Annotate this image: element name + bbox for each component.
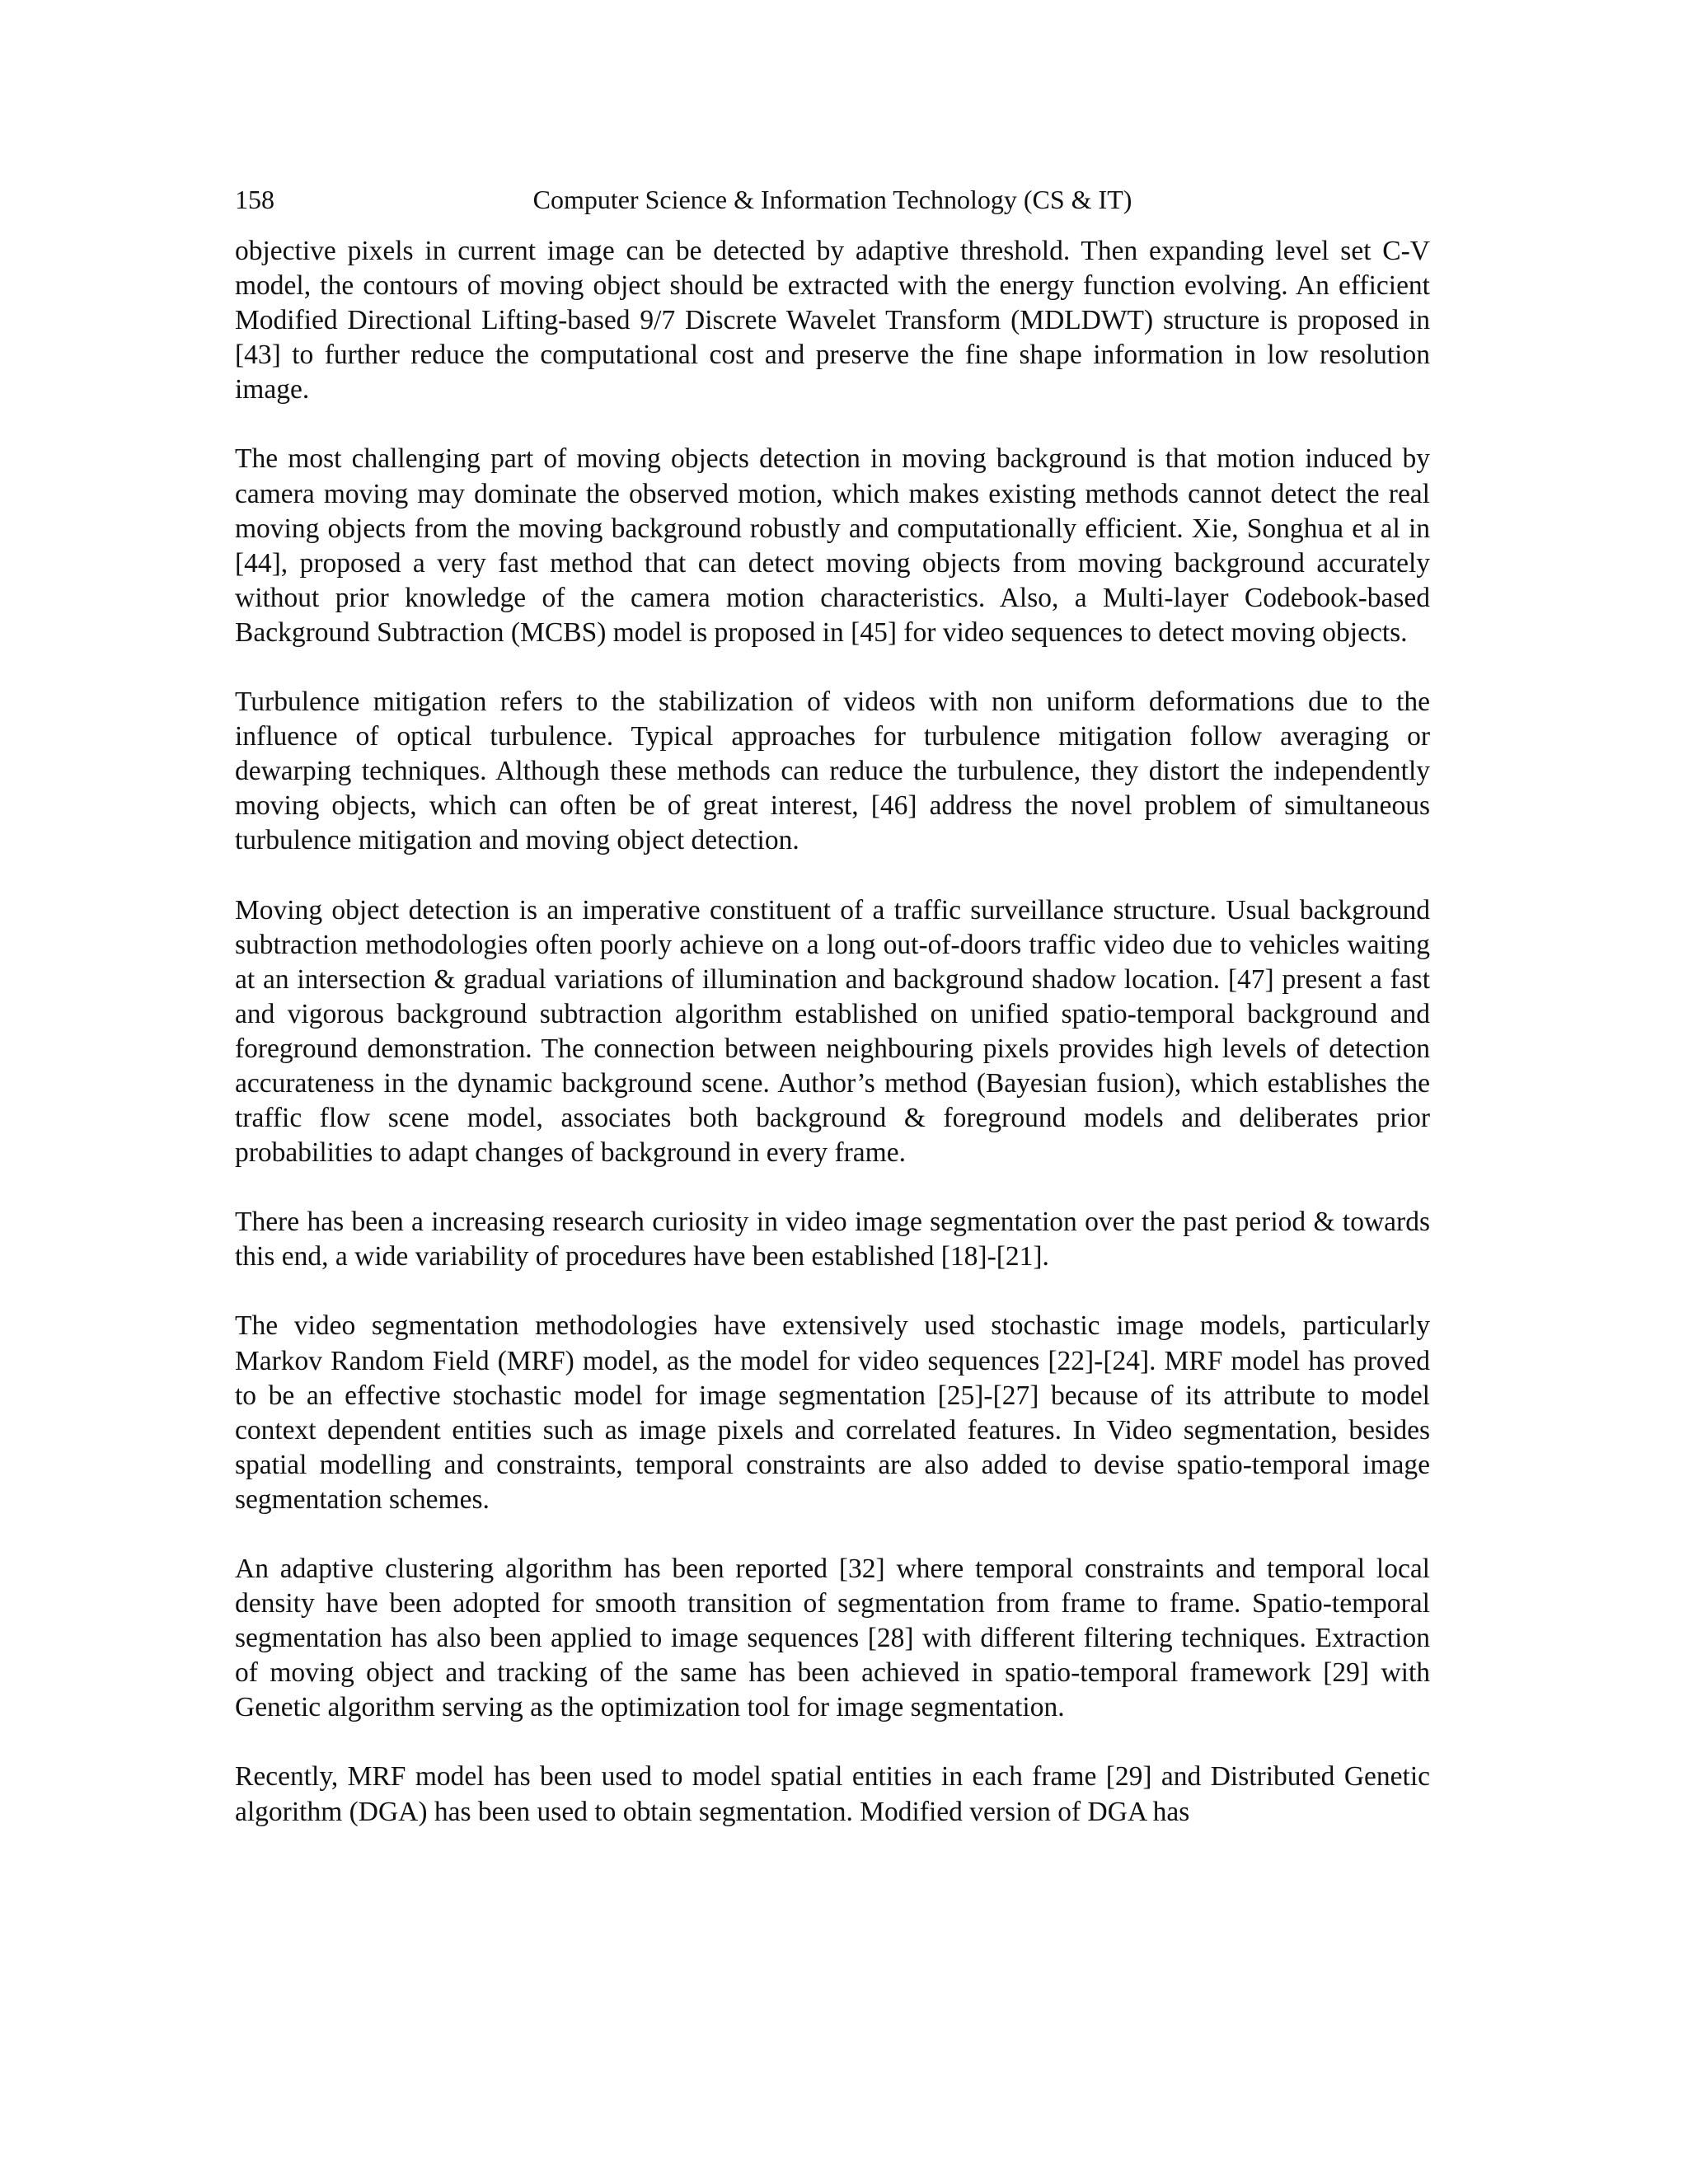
paragraph-5: There has been a increasing research curiosity in video image segmentation over the past period & towards this end, a wide variability of procedures have been established [18]-[21]. [235,1207,1430,1272]
paragraph-2: The most challenging part of moving objects detection in moving background is that motion induced by camera moving may dominate the observed motion, which makes existing methods cannot detect the real moving objects from the moving background robustly and computationally efficient. Xie, Songhua et al in [44], proposed a very fast method that can detect moving objects from moving background accurately without prior knowledge of the camera motion characteristics. Also, a Multi-layer Codebook-based Background Subtraction (MCBS) model is proposed in [45] for video sequences to detect moving objects. [235,443,1430,648]
page-number: 158 [235,185,274,214]
paragraph-3: Turbulence mitigation refers to the stabilization of videos with non uniform deformations due to the influence of optical turbulence. Typical approaches for turbulence mitigation follow averaging or dewarping techniques. Although these methods can reduce the turbulence, they distort the independently moving objects, which can often be of great interest, [46] address the novel problem of simultaneous turbulence mitigation and moving object detection. [235,687,1430,856]
paragraph-8: Recently, MRF model has been used to model spatial entities in each frame [29] and Distributed Genetic algorithm (DGA) has been used to obtain segmentation. Modified version of DGA has [235,1761,1430,1827]
page-header [235,183,1430,216]
paragraph-1: objective pixels in current image can be detected by adaptive threshold. Then expanding level set C-V model, the contours of moving object should be extracted with the energy function evolving. An efficient Modified Directional Lifting-based 9/7 Discrete Wavelet Transform (MDLDWT) structure is proposed in [43] to further reduce the computational cost and preserve the fine shape information in low resolution image. [235,236,1430,405]
paragraph-4: Moving object detection is an imperative constituent of a traffic surveillance structure. Usual background subtraction methodologies often poorly achieve on a long out-of-doors traffic video due to vehicles waiting at an intersection & gradual variations of illumination and background shadow location. [47] present a fast and vigorous background subtraction algorithm established on unified spatio-temporal background and foreground demonstration. The connection between neighbouring pixels provides high levels of detection accurateness in the dynamic background scene. Author’s method (Bayesian fusion), which establishes the traffic flow scene model, associates both background & foreground models and deliberates prior probabilities to adapt changes of background in every frame. [235,894,1430,1169]
paragraph-6: The video segmentation methodologies have extensively used stochastic image models, particularly Markov Random Field (MRF) model, as the model for video sequences [22]-[24]. MRF model has proved to be an effective stochastic model for image segmentation [25]-[27] because of its attribute to model context dependent entities such as image pixels and correlated features. In Video segmentation, besides spatial modelling and constraints, temporal constraints are also added to devise spatio-temporal image segmentation schemes. [235,1310,1430,1515]
running-title: Computer Science & Information Technology (CS & IT) [532,185,1132,214]
body-text [235,234,1430,1864]
paragraph-7: An adaptive clustering algorithm has been reported [32] where temporal constraints and temporal local density have been adopted for smooth transition of segmentation from frame to frame. Spatio-temporal segmentation has also been applied to image sequences [28] with different filtering techniques. Extraction of moving object and tracking of the same has been achieved in spatio-temporal framework [29] with Genetic algorithm serving as the optimization tool for image segmentation. [235,1554,1430,1723]
